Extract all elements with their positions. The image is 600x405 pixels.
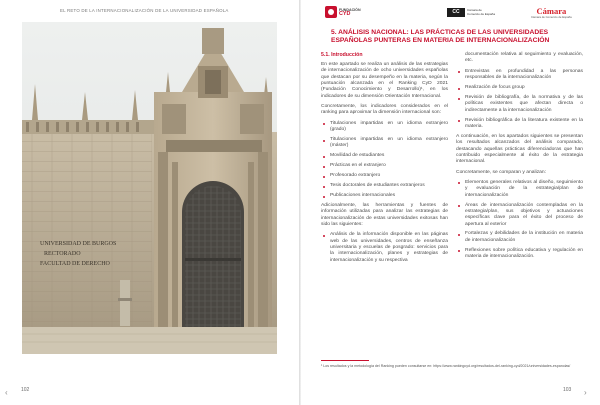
list-item: Titulaciones impartidas en un idioma extranjero (grado): [321, 121, 448, 134]
page-number-right: 103: [563, 387, 572, 393]
text-column-2: [456, 52, 583, 264]
list-item: Elementos generales relativos al diseño, seguimiento y evaluación de la estrategia/plan de internacionalización: [456, 180, 583, 199]
text-column-1: [321, 62, 448, 268]
camara-comercio-logo: CC Cámara de Comercio de España: [447, 8, 495, 17]
list-item: Fortalezas y debilidades de la institución en materia de internacionalización: [456, 231, 583, 244]
intro-paragraph: En este apartado se realiza un análisis de las estrategias de internacionalización de ocho universidades españolas que destacan por su desempeño en la materia, según la puntuación alcanzada en el Ranking CyD 2021 (Fundación Conocimiento y Desarrollo)¹, en los indicadores de su dimensión Orientación Internacional.: [321, 62, 448, 99]
carved-text-1: UNIVERSIDAD DE BURGOS: [40, 241, 117, 247]
list-item: Áreas de internacionalización contempladas en la estrategia/plan, sus objetivos y actuaciones específicas clave para el éxito del proceso de apertura al exterior: [456, 203, 583, 228]
indicators-list: [321, 121, 448, 200]
list-item: Profesorado extranjero: [321, 173, 448, 179]
cyd-logo-icon: [325, 6, 337, 18]
page-number-left: 102: [21, 387, 30, 393]
results-paragraph: A continuación, en los apartados siguientes se presentan los resultados alcanzados del análisis comparado, destacando aquellas prácticas diferenciadoras que han contribuido especialmente al éxito de la estrategia internacional.: [456, 133, 583, 165]
left-page: [0, 0, 299, 405]
list-item: Publicaciones internacionales: [321, 193, 448, 199]
building-photo: [22, 22, 277, 354]
footnote: ¹ Los resultados y la metodología del Ranking pueden consultarse en: https://www.rankingcyd.org/resultados-del-ranking-cyd/2021/universidades-espanolas/: [321, 364, 571, 368]
indicators-intro: Concretamente, los indicadores considerados en el ranking para aproximar la dimensión internacional son:: [321, 104, 448, 116]
list-item: Tesis doctorales de estudiantes extranjeros: [321, 183, 448, 189]
right-page: [301, 0, 600, 405]
previous-page-arrow-icon[interactable]: ‹: [5, 388, 8, 397]
sources-intro: Adicionalmente, las herramientas y fuentes de información utilizadas para analizar las estrategias de internacionalización de estas universidades exitosas han sido las siguientes:: [321, 203, 448, 228]
carved-text-3: FACULTAD DE DERECHO: [40, 261, 110, 267]
list-item: Entrevistas en profundidad a las personas responsables de la internacionalización: [456, 69, 583, 82]
list-item: Análisis de la información disponible en las páginas web de las universidades, centros de enseñanza universitaria y escuelas de posgrado: servicios para la internacionalización, planes y estrategias de internacionalización y su respectiva: [321, 232, 448, 264]
camara-logo: Cámara Cámara de Comercio de España: [531, 6, 572, 19]
list-item: Reflexiones sobre política educativa y regulación en materia de internacionalización.: [456, 248, 583, 261]
partner-logos: [301, 5, 600, 25]
cc-logo-icon: CC: [447, 8, 465, 17]
list-item: Revisión de bibliografía, de la normativa y de las políticas existentes que afectan directa o indirectamente a la internacionalización: [456, 95, 583, 114]
footnote-rule: [321, 360, 369, 361]
list-item: Revisión bibliográfica de la literatura existente en la materia.: [456, 118, 583, 131]
carved-text-2: RECTORADO: [44, 251, 81, 257]
compared-intro: Concretamente, se comparan y analizan:: [456, 169, 547, 175]
running-head: EL RETO DE LA INTERNACIONALIZACIÓN DE LA UNIVERSIDAD ESPAÑOLA: [60, 8, 229, 13]
list-item: Titulaciones impartidas en un idioma extranjero (máster): [321, 137, 448, 150]
compared-list: [456, 180, 583, 261]
list-item: Movilidad de estudiantes: [321, 153, 448, 159]
sources-list: [456, 69, 583, 131]
list-item: Realización de focus group: [456, 85, 583, 91]
section-heading: 5.1. Introducción: [321, 52, 363, 58]
sources-list-start: [321, 232, 448, 264]
university-facade-image: [22, 22, 277, 354]
fundacion-cyd-logo: FUNDACIÓN CYD: [325, 6, 361, 18]
list-item: Prácticas en el extranjero: [321, 163, 448, 169]
next-page-arrow-icon[interactable]: ›: [584, 388, 587, 397]
chapter-title: 5. ANÁLISIS NACIONAL: LAS PRÁCTICAS DE LAS UNIVERSIDADES ESPAÑOLAS PUNTERAS EN MATERIA DE INTERNACIONALIZACIÓN: [331, 29, 550, 44]
sources-continuation: documentación relativa al seguimiento y evaluación, etc.: [465, 52, 583, 64]
